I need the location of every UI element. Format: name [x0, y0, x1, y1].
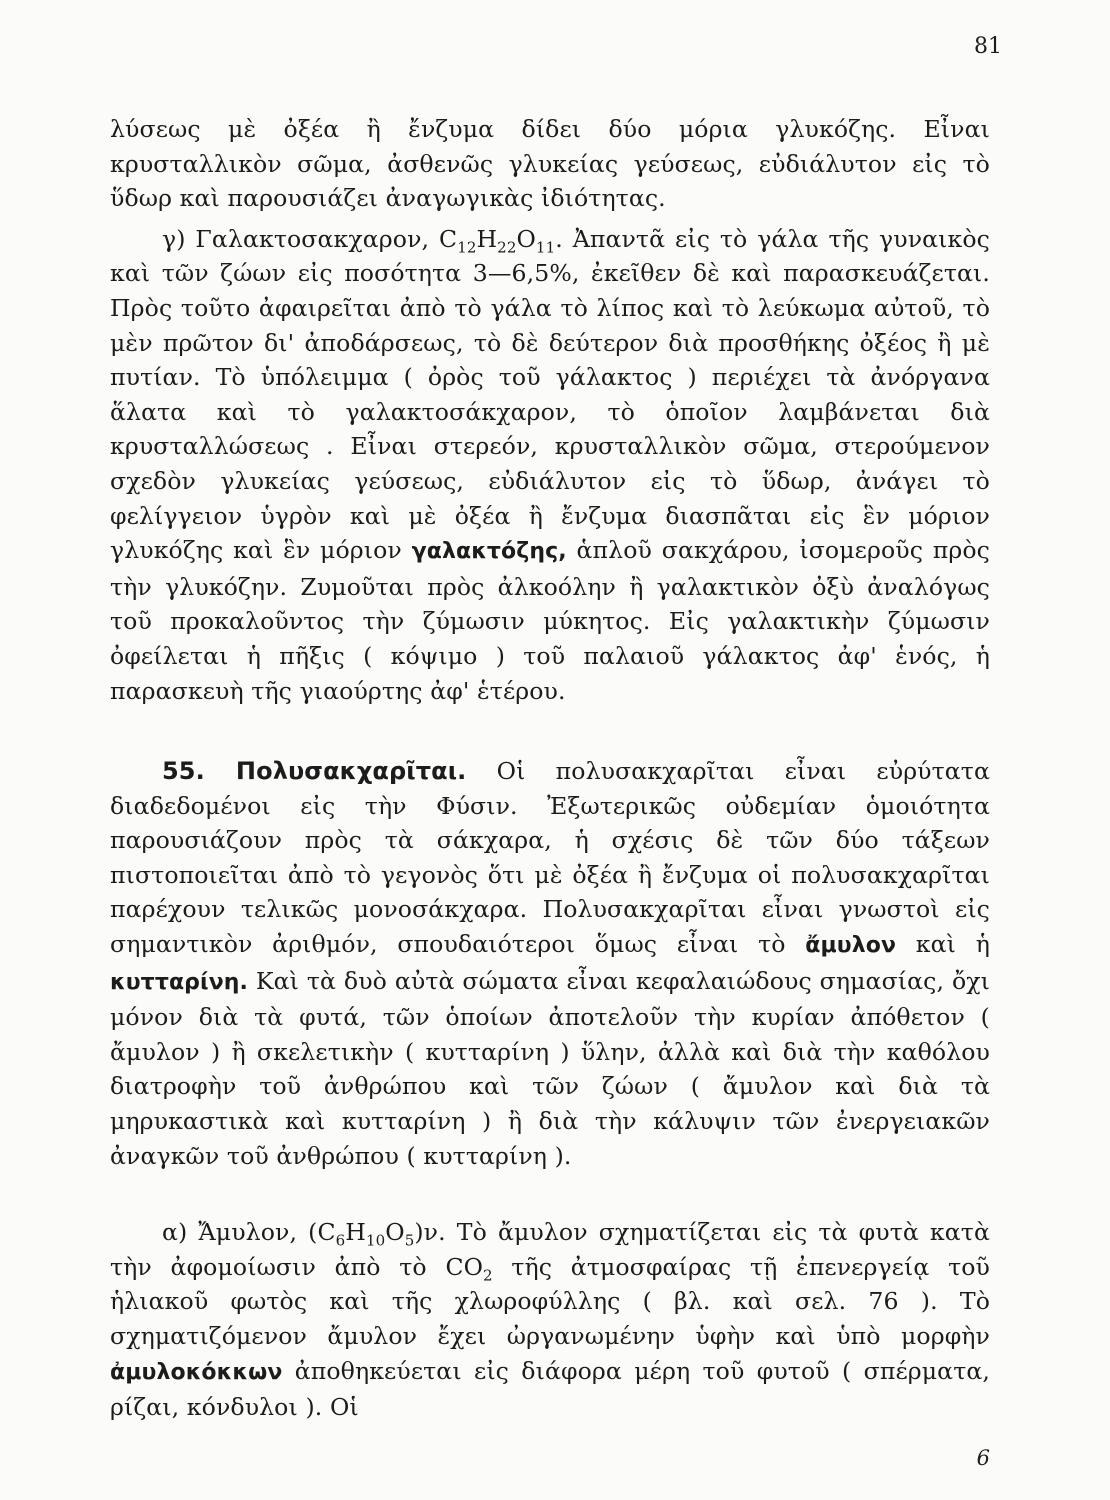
paragraph-lactose — [110, 222, 990, 708]
paragraph-starch — [110, 1215, 990, 1425]
term-starch: ἄμυλον — [805, 933, 897, 959]
lactose-formula: $C_{12}H_{22}O_{11}$ — [439, 224, 556, 257]
lactose-label: γ) Γαλακτοσακχαρον, — [162, 224, 440, 253]
starch-label: α) Ἄμυλον, — [162, 1218, 309, 1247]
polysaccharides-text-c: Καὶ τὰ δυὸ αὐτὰ σώματα εἶναι κεφαλαιώδους σημασίας, ὄχι μόνον διὰ τὰ φυτά, τῶν ὁποίων ἀποτελοῦν τὴν κυρίαν ἀπόθετον ( ἄμυλον ) ἢ σκελετικὴν ( κυτταρίνη ) ὕλην, ἀλλὰ καὶ διὰ τὴν καθόλου διατροφὴν τοῦ ἀνθρώπου καὶ τῶν ζώων ( ἄμυλον καὶ διὰ τὰ μηρυκαστικὰ καὶ κυτταρίνη ) ἢ διὰ τὴν κάλυψιν τῶν ἐνεργειακῶν ἀναγκῶν τοῦ ἀνθρώπου ( κυτταρίνη ). — [110, 966, 990, 1170]
page-number: 81 — [974, 34, 1002, 59]
term-starch-granules: ἀμυλοκόκκων — [110, 1359, 283, 1385]
term-galactose: γαλακτόζης, — [411, 539, 567, 565]
lactose-text-a: . Ἀπαντᾶ εἰς τὸ γάλα τῆς γυναικὸς καὶ τῶν ζώων εἰς ποσότητα 3—6,5%, ἐκεῖθεν δὲ καὶ παρασκευάζεται. Πρὸς τοῦτο ἀφαιρεῖται ἀπὸ τὸ γάλα τὸ λίπος καὶ τὸ λεύκωμα αὐτοῦ, τὸ μὲν πρῶτον δι' ἀποδάρσεως, τὸ δὲ δεύτερον διὰ προσθήκης ὀξέος ἢ μὲ πυτίαν. Τὸ ὑπόλειμμα ( ὀρὸς τοῦ γάλακτος ) περιέχει τὰ ἀνόργανα ἅλατα καὶ τὸ γαλακτοσάκχαρον, τὸ ὁποῖον λαμβάνεται διὰ κρυσταλλώσεως . Εἶναι στερεόν, κρυσταλλικὸν σῶμα, στερούμενον σχεδὸν γλυκείας γεύσεως, εὐδιάλυτον εἰς τὸ ὕδωρ, ἀνάγει τὸ φελίγγειον ὑγρὸν καὶ μὲ ὀξέα ἢ ἔνζυμα διασπᾶται εἰς ἓν μόριον γλυκόζης καὶ ἓν μόριον — [110, 224, 990, 565]
starch-text-a: Τὸ ἄμυλον σχηματίζεται εἰς τὰ φυτὰ κατὰ τὴν ἀφομοίωσιν ἀπὸ τὸ — [110, 1218, 990, 1281]
term-cellulose: κυτταρίνη. — [110, 969, 249, 995]
co2-formula: $CO_2$ — [445, 1252, 493, 1285]
starch-text-c: ἀποθηκεύεται εἰς διάφορα μέρη τοῦ φυτοῦ ( σπέρματα, ρίζαι, κόνδυλοι ). Οἱ — [110, 1356, 990, 1422]
paragraph-polysaccharides — [110, 754, 990, 1173]
body-text — [110, 112, 990, 1425]
polysaccharides-text-b: καὶ ἡ — [896, 930, 990, 959]
paragraph-disaccharide-end: λύσεως μὲ ὀξέα ἢ ἔνζυμα δίδει δύο μόρια γλυκόζης. Εἶναι κρυσταλλικὸν σῶμα, ἀσθενῶς γλυκείας γεύσεως, εὐδιάλυτον εἰς τὸ ὕδωρ καὶ παρουσιάζει ἀναγωγικὰς ἰδιότητας. — [110, 115, 990, 213]
signature-mark: 6 — [976, 1446, 990, 1470]
lactose-text-b: ἁπλοῦ σακχάρου, ἰσομεροῦς πρὸς τὴν γλυκόζην. Ζυμοῦται πρὸς ἀλκοόλην ἢ γαλακτικὸν ὀξὺ ἀναλόγως τοῦ προκαλοῦντος τὴν ζύμωσιν μύκητος. Εἰς γαλακτικὴν ζύμωσιν ὀφείλεται ἡ πῆξις ( κόψιμο ) τοῦ παλαιοῦ γάλακτος ἀφ' ἑνός, ἡ παρασκευὴ τῆς γιαούρτης ἀφ' ἑτέρου. — [110, 536, 990, 705]
polysaccharides-text-a: Οἱ πολυσακχαρῖται εἶναι εὐρύτατα διαδεδομένοι εἰς τὴν Φύσιν. Ἐξωτερικῶς οὐδεμίαν ὁμοιότητα παρουσιάζουν πρὸς τὰ σάκχαρα, ἡ σχέσις δὲ τῶν δύο τάξεων πιστοποιεῖται ἀπὸ τὸ γεγονὸς ὅτι μὲ ὀξέα ἢ ἔνζυμα οἱ πολυσακχαρῖται παρέχουν τελικῶς μονοσάκχαρα. Πολυσακχαρῖται εἶναι γνωστοὶ εἰς σημαντικὸν ἀριθμόν, σπουδαιότεροι ὅμως εἶναι τὸ — [110, 757, 990, 959]
starch-text-b: τῆς ἀτμοσφαίρας τῇ ἐπενεργείᾳ τοῦ ἡλιακοῦ φωτὸς καὶ τῆς χλωροφύλλης ( βλ. καὶ σελ. 76 ). Τὸ σχηματιζόμενον ἄμυλον ἔχει ὠργανωμένην ὑφὴν καὶ ὑπὸ μορφὴν — [110, 1252, 990, 1350]
section-heading-55: 55. Πολυσακχαρῖται. — [162, 757, 467, 786]
starch-formula: $(C_6H_{10}O_5)\nu$. — [308, 1218, 446, 1250]
